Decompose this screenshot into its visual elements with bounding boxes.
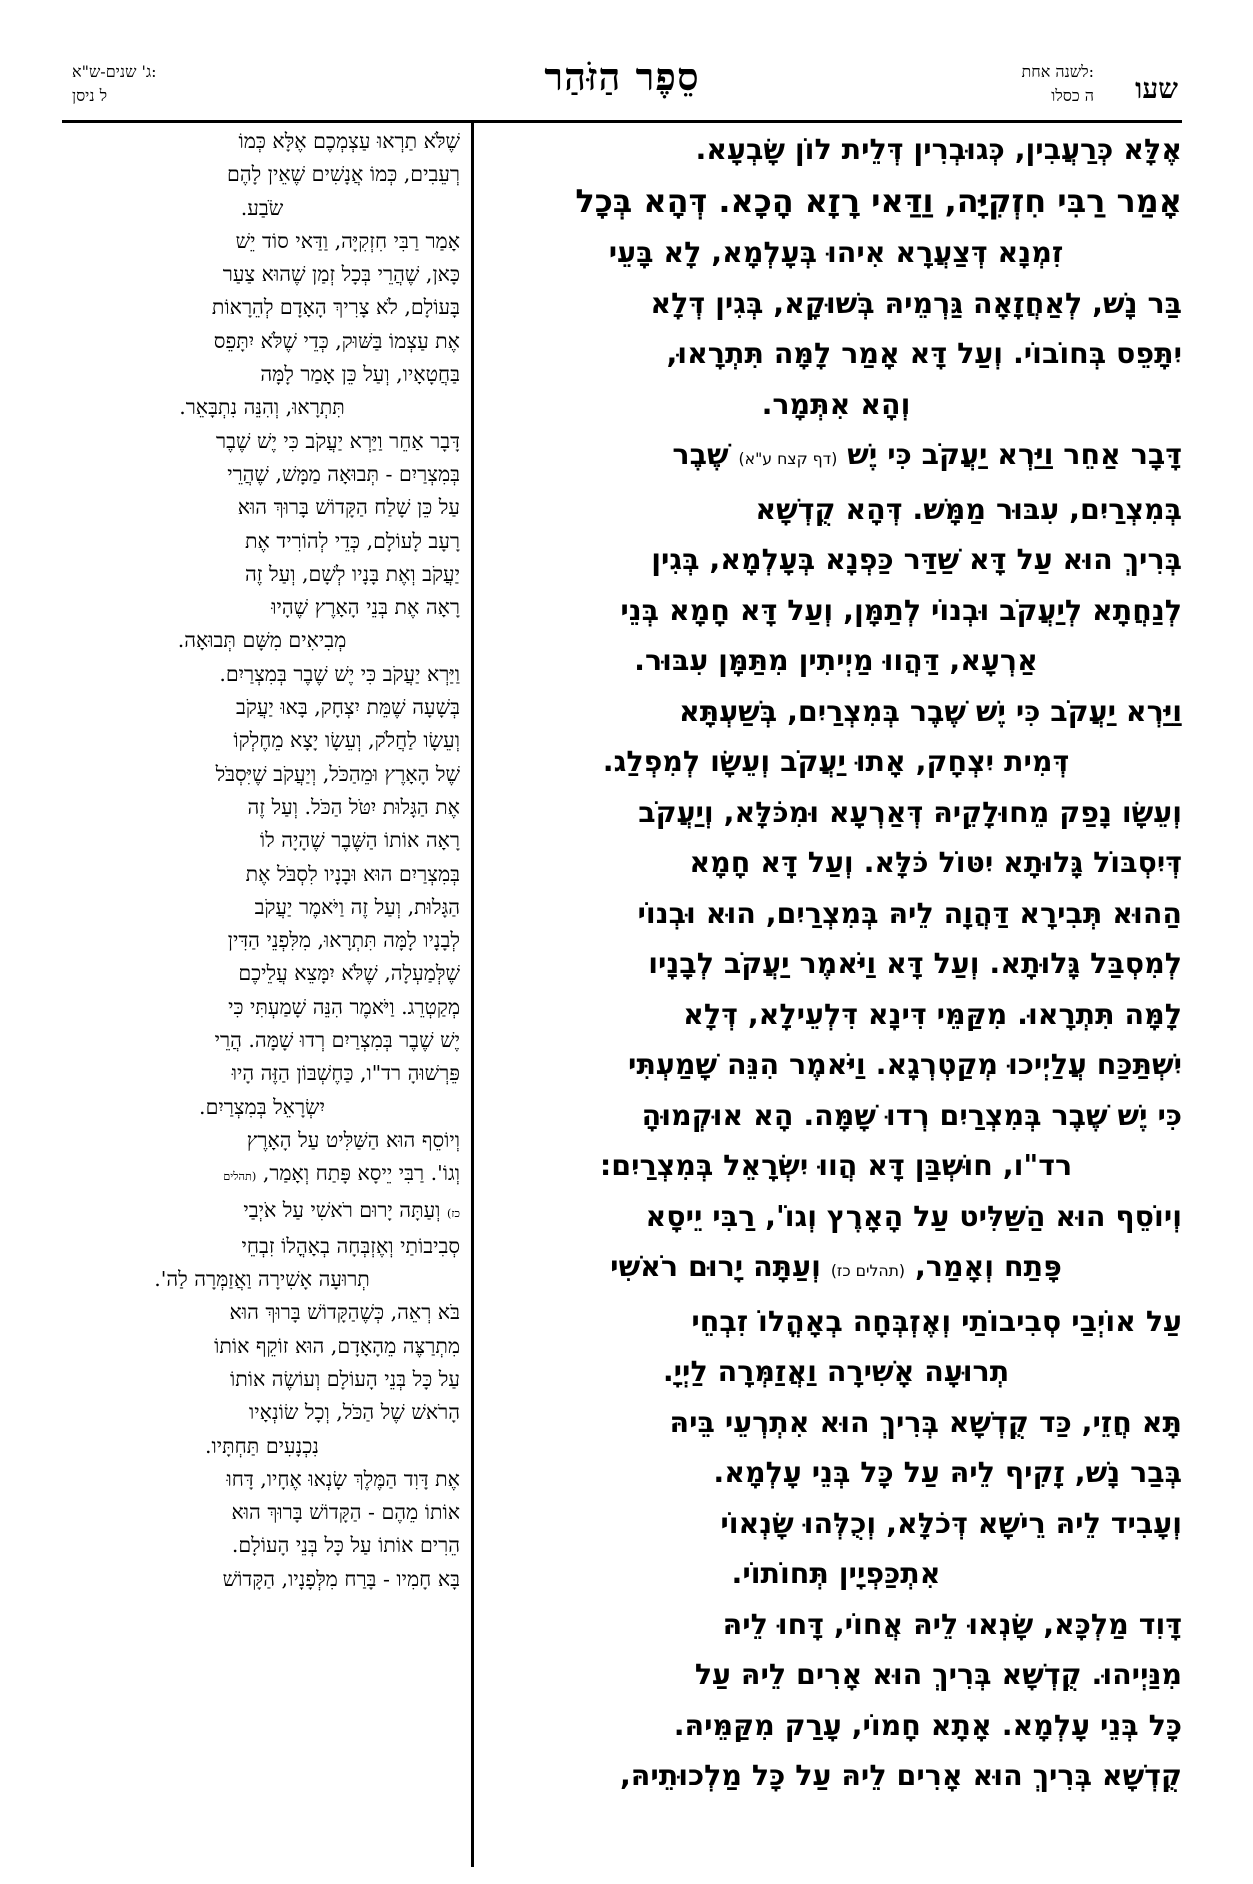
side-line: נִכְנָעִים תַּחְתָּיו.	[205, 1433, 319, 1458]
main-line: וְעָבִיד לֵיהּ רֵישָׁא דְּכֹלָּא, וְכֻלְּהוּ שָׂנְאוֹי	[720, 1506, 1182, 1540]
main-line: בְּרִיךְ הוּא עַל דָּא שַׁדַּר כַּפְנָא בְּעָלְמָא, בְּגִין	[651, 543, 1182, 576]
side-line: רְעֵבִים, כְּמוֹ אֲנָשִׁים שֶׁאֵין לָהֶם	[227, 162, 460, 187]
side-line: הֵרִים אוֹתוֹ עַל כָּל בְּנֵי הָעוֹלָם.	[231, 1533, 460, 1558]
main-line: וְהָא אִתְּמָר.	[761, 387, 911, 421]
side-line: אוֹתוֹ מֵהֶם - הַקָּדוֹשׁ בָּרוּךְ הוּא	[231, 1500, 460, 1525]
side-line: כָּאן, שֶׁהֲרֵי בְּכָל זְמַן שֶׁהוּא צַעַר	[222, 262, 460, 287]
side-line: וְיוֹסֵף הוּא הַשַּׁלִּיט עַל הָאָרֶץ	[246, 1127, 460, 1152]
verse-reference: (תהלים כז)	[830, 1261, 906, 1280]
main-line: וְעֵשָׂו נָפַק מֵחוּלָקֵיהּ דְּאַרְעָא וּמִכֹּלָּא, וְיַעֲקֹב	[638, 795, 1182, 829]
side-line: וְעֵשָׂו לַחֲלֹק, וְעֵשָׂו יָצָא מֵחֶלְקוֹ	[233, 728, 460, 753]
side-column-hebrew	[64, 125, 460, 1596]
side-line: רָאָה אֶת בְּנֵי הָאָרֶץ שֶׁהָיוּ	[271, 595, 460, 620]
main-line: פָּתַח וְאָמַר, (תהלים כז) וְעַתָּה יָרוּם רֹאשִׁי	[610, 1250, 1062, 1283]
side-line: מְבִיאִים מִשָּׁם תְּבוּאָה.	[177, 628, 347, 653]
main-line: תָּא חֲזֵי, כַּד קֻדְשָׁא בְּרִיךְ הוּא אִתְרְעֵי בֵּיהּ	[669, 1405, 1182, 1439]
side-line: מְקַטְרֵג. וַיֹּאמֶר הִנֵּה שָׁמַעְתִּי כִּי	[228, 994, 460, 1019]
side-line: וַיַּרְא יַעֲקֹב כִּי יֶשׁ שֶׁבֶר בְּמִצְרַיִם.	[219, 661, 460, 686]
side-line: אֶת עַצְמוֹ בַּשּׁוּק, כְּדֵי שֶׁלֹּא יִתָּפֵס	[213, 328, 460, 353]
main-line: כָּל בְּנֵי עָלְמָא. אָתָא חָמוֹי, עָרַק מִקַּמֵּיהּ.	[673, 1708, 1182, 1742]
main-line: יִתָּפֵס בְּחוֹבוֹי. וְעַל דָּא אָמַר לָמָּה תִּתְרָאוּ,	[666, 337, 1182, 370]
side-line: וְגוֹ'. רַבִּי יֵיסָא פָּתַח וְאָמַר, (תהלים	[223, 1161, 460, 1186]
page-header	[62, 48, 1182, 120]
verse-reference: (תהלים	[223, 1170, 257, 1184]
main-line: לָמָּה תִּתְרָאוּ. מִקַּמֵּי דִּינָא דִּלְעֵילָא, דְּלָא	[683, 997, 1182, 1031]
side-line: בְּמִצְרַיִם - תְּבוּאָה מַמָּשׁ, שֶׁהֲרֵי	[227, 461, 460, 486]
side-line: יִשְׂרָאֵל בְּמִצְרַיִם.	[199, 1094, 325, 1119]
side-line: רָאָה אוֹתוֹ הַשֶּׁבֶר שֶׁהָיָה לוֹ	[259, 828, 460, 853]
side-line: פֵּרְשׁוּהָ רד"ו, כַּחֶשְׁבּוֹן הַזֶּה הָיוּ	[231, 1061, 460, 1086]
main-column-aramaic	[490, 125, 1182, 1802]
side-line: רָעָב לָעוֹלָם, כְּדֵי לְהוֹרִיד אֶת	[245, 528, 460, 553]
page-reference: (דף קצח ע"א)	[738, 449, 838, 468]
side-line: בַּחֲטָאָיו, וְעַל כֵּן אָמַר לָמָּה	[260, 362, 460, 387]
side-line: הָרֹאשׁ שֶׁל הַכֹּל, וְכָל שׂוֹנְאָיו	[249, 1400, 460, 1425]
page-number: שעו	[1135, 72, 1178, 105]
schedule-three-years-date: ל ניסן	[72, 86, 108, 105]
side-line: אָמַר רַבִּי חִזְקִיָּה, וַדַּאי סוֹד יֵשׁ	[235, 228, 460, 253]
side-line: בֹּא רְאֵה, כְּשֶׁהַקָּדוֹשׁ בָּרוּךְ הוּא	[229, 1300, 460, 1325]
side-line: עַל כָּל בְּנֵי הָעוֹלָם וְעוֹשֶׂה אוֹתוֹ	[229, 1366, 460, 1391]
side-line: סְבִיבוֹתַי וְאֶזְבְּחָה בְאָהֳלוֹ זִבְחֵי	[241, 1233, 460, 1258]
main-line: זִמְנָא דְּצַעֲרָא אִיהוּ בְּעָלְמָא, לָא בָּעֵי	[608, 236, 1064, 269]
side-line: שֹׂבַע.	[240, 195, 284, 220]
schedule-one-year: לשנה אחת:	[1021, 62, 1094, 81]
side-line: שֶׁלְּמַעְלָה, שֶׁלֹּא יִמָּצֵא עֲלֵיכֶם	[238, 961, 460, 986]
main-line: דְּיִסְבּוֹל גָּלוּתָא יִטּוֹל כֹּלָּא. וְעַל דָּא חָמָא	[689, 846, 1182, 879]
main-line: וְיוֹסֵף הוּא הַשַּׁלִּיט עַל הָאָרֶץ וְגוֹ', רַבִּי יֵיסָא	[645, 1199, 1182, 1233]
schedule-three-years: ג' שנים-ש"א:	[72, 62, 157, 81]
book-title: סֵפֶר הַזֹּהַר	[544, 54, 700, 99]
side-line: הַגָּלוּת, וְעַל זֶה וַיֹּאמֶר יַעֲקֹב	[254, 894, 460, 919]
main-line: אֶלָּא כְּרַעֲבִין, כְּגוּבְרִין דְּלֵית לוֹן שָׂבְעָא.	[695, 133, 1182, 166]
main-line: לְמִסְבַּל גָּלוּתָא. וְעַל דָּא וַיֹּאמֶר יַעֲקֹב לְבָנָיו	[648, 947, 1182, 980]
main-line: דָּבָר אַחֵר וַיַּרְא יַעֲקֹב כִּי יֶשׁ (דף קצח ע"א) שֶׁבֶר	[672, 438, 1182, 471]
header-rule	[62, 120, 1182, 123]
main-line: רד"ו, חוּשְׁבַּן דָּא הֲווּ יִשְׂרָאֵל בְּמִצְרַיִם:	[599, 1149, 1073, 1182]
side-line: לְבָנָיו לָמָּה תִּתְרָאוּ, מִלִּפְנֵי הַדִּין	[227, 928, 460, 953]
side-line: דָּבָר אַחֵר וַיַּרְא יַעֲקֹב כִּי יֶשׁ שֶׁבֶר	[216, 428, 460, 453]
column-divider	[471, 122, 474, 1867]
main-line: דָּוִד מַלְכָּא, שָׂנְאוּ לֵיהּ אֲחוֹי, דָּחוּ לֵיהּ	[722, 1607, 1182, 1641]
main-line: תְרוּעָה אָשִׁירָה וַאֲזַמְּרָה לַיְיָ.	[662, 1355, 1010, 1388]
main-line: וַיַּרְא יַעֲקֹב כִּי יֶשׁ שֶׁבֶר בְּמִצְרַיִם, בְּשַׁעְתָּא	[679, 694, 1182, 728]
main-line: לְנַחֲתָא לְיַעֲקֹב וּבְנוֹי לְתַמָּן, וְעַל דָּא חָמָא בְּנֵי	[620, 593, 1182, 627]
side-line: בָּא חָמִיו - בָּרַח מִלְּפָנָיו, הַקָּדוֹשׁ	[222, 1566, 460, 1591]
main-line: הַהוּא תְּבִירָא דַּהֲוָה לֵיהּ בְּמִצְרַיִם, הוּא וּבְנוֹי	[637, 896, 1182, 930]
side-line: אֶת הַגָּלוּת יִטֹּל הַכֹּל. וְעַל זֶה	[247, 794, 460, 819]
main-line: אַרְעָא, דַּהֲווּ מַיְיתִין מִתַּמָּן עִבּוּר.	[634, 644, 1038, 677]
side-line: מִתְרַצֶּה מֵהָאָדָם, הוּא זוֹקֵף אוֹתוֹ	[214, 1333, 460, 1358]
main-line: בְּבַר נָשׁ, זָקִיף לֵיהּ עַל כָּל בְּנֵי עָלְמָא.	[713, 1456, 1182, 1489]
main-line: דְּמִית יִצְחָק, אָתוּ יַעֲקֹב וְעֵשָׂו לְמִפְלַג.	[602, 745, 1070, 778]
side-line: בְּמִצְרַיִם הוּא וּבָנָיו לִסְבֹּל אֶת	[245, 861, 460, 886]
main-line: קֻדְשָׁא בְּרִיךְ הוּא אָרִים לֵיהּ עַל כָּל מַלְכוּתֵיהּ,	[619, 1759, 1182, 1792]
side-line: תִּתְרָאוּ, וְהִנֵּה נִתְבָּאֵר.	[179, 395, 345, 420]
main-line: אָמַר רַבִּי חִזְקִיָּה, וַדַּאי רָזָא הָכָא. דְּהָא בְּכָל	[575, 181, 1182, 220]
side-line: שֶׁל הָאָרֶץ וּמֵהַכֹּל, וְיַעֲקֹב שֶׁיִּסְבֹּל	[215, 761, 460, 786]
schedule-one-year-date: ה כסלו	[1051, 86, 1094, 105]
side-line: כז) וְעַתָּה יָרוּם רֹאשִׁי עַל אֹיְבַי	[243, 1197, 460, 1222]
side-line: יֶשׁ שֶׁבֶר בְּמִצְרַיִם רְדוּ שָׁמָּה. הֲרֵי	[214, 1028, 460, 1053]
main-line: בַּר נָשׁ, לְאַחֲזָאָה גַּרְמֵיהּ בְּשׁוּקָא, בְּגִין דְּלָא	[650, 286, 1182, 320]
main-line: יִשְׁתַּכַּח עֲלַיְיכוּ מְקַטְרְגָא. וַיֹּאמֶר הִנֵּה שָׁמַעְתִּי	[628, 1048, 1182, 1081]
side-line: תְרוּעָה אָשִׁירָה וַאֲזַמְּרָה לַה'.	[154, 1267, 370, 1292]
main-line: בְּמִצְרַיִם, עִבּוּר מַמָּשׁ. דְּהָא קֻדְשָׁא	[755, 492, 1182, 526]
main-line: מִנַּיְיהוּ. קֻדְשָׁא בְּרִיךְ הוּא אָרִים לֵיהּ עַל	[694, 1658, 1182, 1691]
side-line: בָּעוֹלָם, לֹא צָרִיךְ הָאָדָם לְהֵרָאוֹת	[211, 295, 460, 320]
side-line: עַל כֵּן שָׁלַח הַקָּדוֹשׁ בָּרוּךְ הוּא	[237, 495, 460, 520]
main-line: כִּי יֶשׁ שֶׁבֶר בְּמִצְרַיִם רְדוּ שָׁמָּה. הָא אוּקְמוּהָ	[641, 1098, 1182, 1132]
side-line: אֶת דָּוִד הַמֶּלֶךְ שָׂנְאוּ אֶחָיו, דָּחוּ	[226, 1466, 460, 1491]
main-line: עַל אוֹיְבַי סְבִיבוֹתַי וְאֶזְבְּחָה בְאָהֳלוֹ זִבְחֵי	[691, 1304, 1182, 1338]
main-line: אִתְכַּפְיָין תְּחוֹתוֹי.	[731, 1557, 941, 1590]
side-line: יַעֲקֹב וְאֶת בָּנָיו לְשָׁם, וְעַל זֶה	[245, 561, 460, 586]
side-line: שֶׁלֹּא תַרְאוּ עַצְמְכֶם אֶלָּא כְּמוֹ	[238, 129, 460, 153]
side-line: בְּשָׁעָה שֶׁמֵּת יִצְחָק, בָּאוּ יַעֲקֹב	[235, 695, 460, 720]
